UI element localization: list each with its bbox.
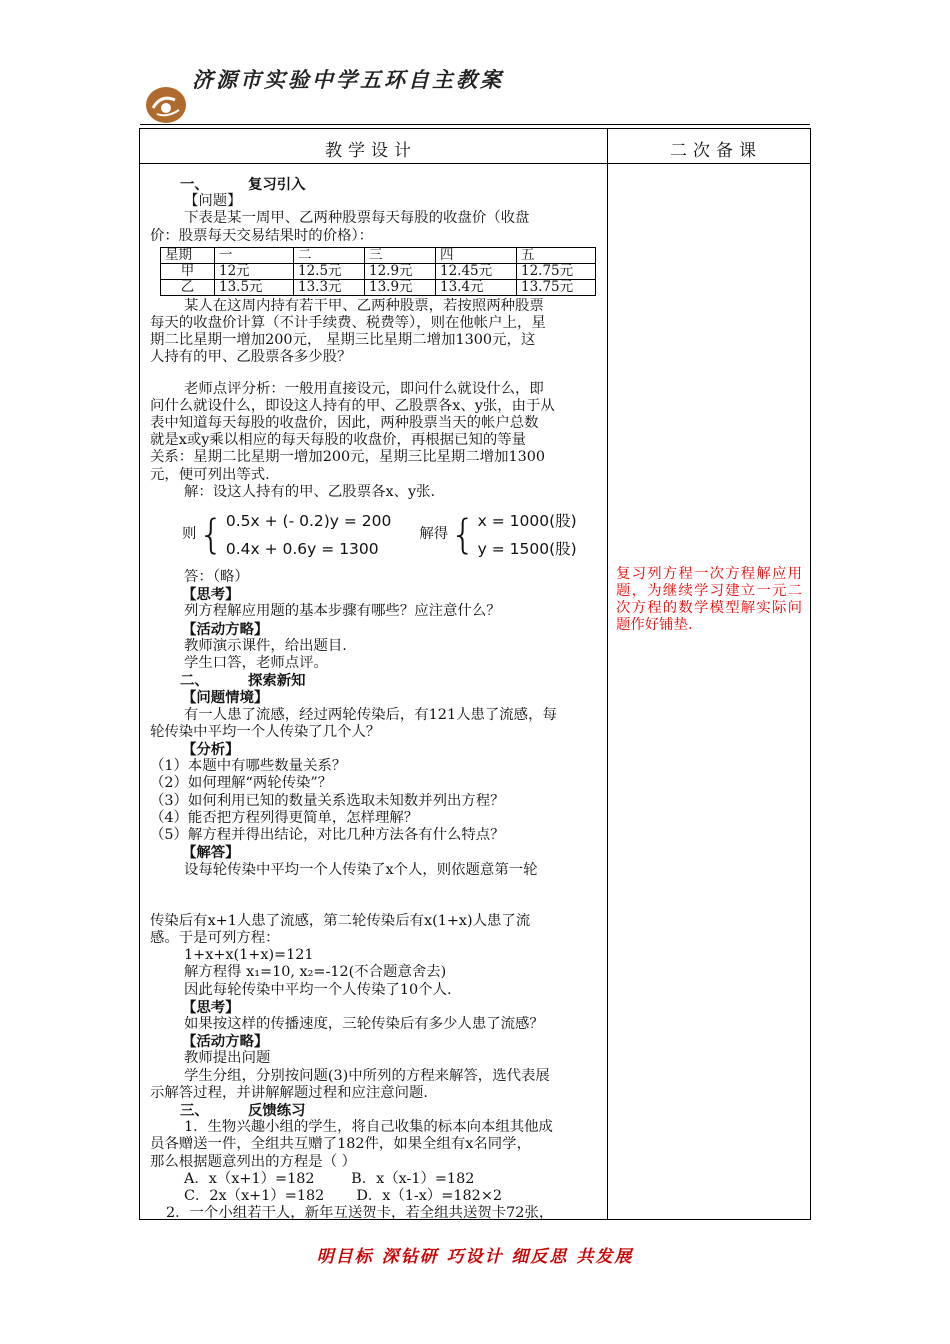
stock-price-table [160,247,596,296]
lesson-content [150,176,602,1222]
analysis-item: （2）如何理解“两轮传染”？ [150,775,333,792]
analysis-item: （1）本题中有哪些数量关系？ [150,758,347,775]
analysis-line: 老师点评分析：一般用直接设元，即问什么就设什么，即 [184,380,544,397]
activity2-line: 示解答过程，并讲解解题过程和应注意问题. [150,1084,428,1101]
activity2-line: 教师提出问题 [184,1050,271,1067]
problem-para-line: 某人在这周内持有若干甲、乙两种股票，若按照两种股票 [184,297,544,314]
think2-text: 如果按这样的传播速度，三轮传染后有多少人患了流感？ [184,1015,544,1032]
activity2-line: 学生分组，分别按问题(3)中所列的方程来解答，选代表展 [184,1067,550,1084]
equation-2: 0.4x + 0.6y = 1300 [225,540,379,559]
analysis-line: 元，便可列出等式. [150,466,270,483]
table-row: 甲 12元 12.5元 12.9元 12.45元 12.75元 [161,263,596,279]
think-tag: 【思考】 [182,586,240,604]
table-row: 乙 13.5元 13.3元 13.9元 13.4元 13.75元 [161,279,596,295]
exercise-1-option: A．x（x+1）=182 B．x（x-1）=182 [184,1170,475,1187]
problem-para-line: 人持有的甲、乙股票各多少股？ [150,349,352,366]
exercise-1-line: 员各赠送一件，全组共互赠了182件，如果全组有x名同学， [150,1136,531,1153]
analysis-line: 问什么就设什么，即设这人持有的甲、乙股票各x、y张，由于从 [150,397,555,414]
think-text: 列方程解应用题的基本步骤有哪些？应注意什么？ [184,603,501,620]
section-3-heading: 三、 反馈练习 [180,1101,306,1119]
result-y: y = 1500(股) [477,540,577,559]
activity-line: 教师演示课件，给出题目. [184,637,347,654]
activity2-tag: 【活动方略】 [182,1033,269,1051]
analysis-item: （4）能否把方程列得更简单，怎样理解？ [150,809,419,826]
answer-conclusion: 因此每轮传染中平均一个人传染了10个人. [184,981,452,998]
problem-para-line: 期二比星期一增加200元， 星期三比星期二增加1300元，这 [150,332,536,349]
school-logo [145,86,187,124]
answer-line: 答：（略） [184,569,249,586]
exercise-2-line: 2．一个小组若干人，新年互送贺卡，若全组共送贺卡72张， [166,1205,554,1222]
footer-motto: 明目标 深钻研 巧设计 细反思 共发展 [316,1247,634,1267]
section-2-heading: 二、 探索新知 [180,672,306,690]
answer-tag: 【解答】 [182,844,240,862]
header-rule [140,124,810,125]
answer-text-line: 传染后有x+1人患了流感，第二轮传染后有x(1+x)人患了流 [150,912,531,929]
second-prep-heading: 二次备课 [670,141,762,161]
problem-text-1: 下表是某一周甲、乙两种股票每天每股的收盘价（收盘 [184,210,530,227]
situation-line: 有一人患了流感，经过两轮传染后，有121人患了流感，每 [184,706,557,723]
analysis-line: 表中知道每天每股的收盘价，因此，两种股票当天的帐户总数 [150,415,539,432]
problem-para-line: 每天的收盘价计算（不计手续费、税费等），则在他帐户上，星 [150,315,546,332]
answer-solve: 解方程得 x₁=10, x₂=-12(不合题意舍去) [184,964,447,981]
analysis-item: （5）解方程并得出结论，对比几种方法各有什么特点？ [150,827,505,844]
left-brace-icon: { [198,512,224,559]
analysis-line: 就是x或y乘以相应的每天每股的收盘价，再根据已知的等量 [150,432,527,449]
left-brace-icon: { [450,512,476,559]
school-title: 济源市实验中学五环自主教案 [192,67,504,92]
result-x: x = 1000(股) [477,512,577,531]
exercise-1-line: 1．生物兴趣小组的学生，将自己收集的标本向本组其他成 [184,1119,553,1136]
header-divider [139,163,811,164]
solution-intro: 解：设这人持有的甲、乙股票各x、y张. [184,483,436,500]
column-divider [607,128,608,1220]
equation-system: 则 { 0.5x + (- 0.2)y = 200 0.4x + 0.6y = 1300 解得 { x = 1000(股) y = 1500(股) [182,507,602,563]
teaching-design-heading: 教学设计 [325,141,417,161]
answer-text-1: 设每轮传染中平均一个人传染了x个人，则依题意第一轮 [184,861,538,878]
situation-line: 轮传染中平均一个人传染了几个人？ [150,723,381,740]
situation-tag: 【问题情境】 [182,689,269,707]
analysis-item: （3）如何利用已知的数量关系选取未知数并列出方程？ [150,792,505,809]
problem-text-2: 价：股票每天交易结果时的价格）： [150,227,374,244]
equation-1: 0.5x + (- 0.2)y = 200 [225,512,392,531]
exercise-1-option: C．2x（x+1）=182 D．x（1-x）=182×2 [184,1187,503,1204]
analysis-line: 关系：星期二比星期一增加200元，星期三比星期二增加1300 [150,449,546,466]
problem-tag: 【问题】 [184,193,242,210]
activity-tag: 【活动方略】 [182,620,269,638]
analysis-tag: 【分析】 [182,741,240,759]
think2-tag: 【思考】 [182,998,240,1016]
exercise-1-line: 那么根据题意列出的方程是（ ） [150,1153,357,1170]
answer-text-line: 感。于是可列方程： [150,929,280,946]
side-note: 复习列方程一次方程解应用题，为继续学习建立一元二次方程的数学模型解实际问题作好铺垫. [616,566,802,633]
table-row: 星期 一 二 三 四 五 [161,247,596,263]
activity-line: 学生口答，老师点评。 [184,655,328,672]
answer-equation: 1+x+x(1+x)=121 [184,947,314,964]
section-1-heading: 一、 复习引入 [180,176,306,193]
